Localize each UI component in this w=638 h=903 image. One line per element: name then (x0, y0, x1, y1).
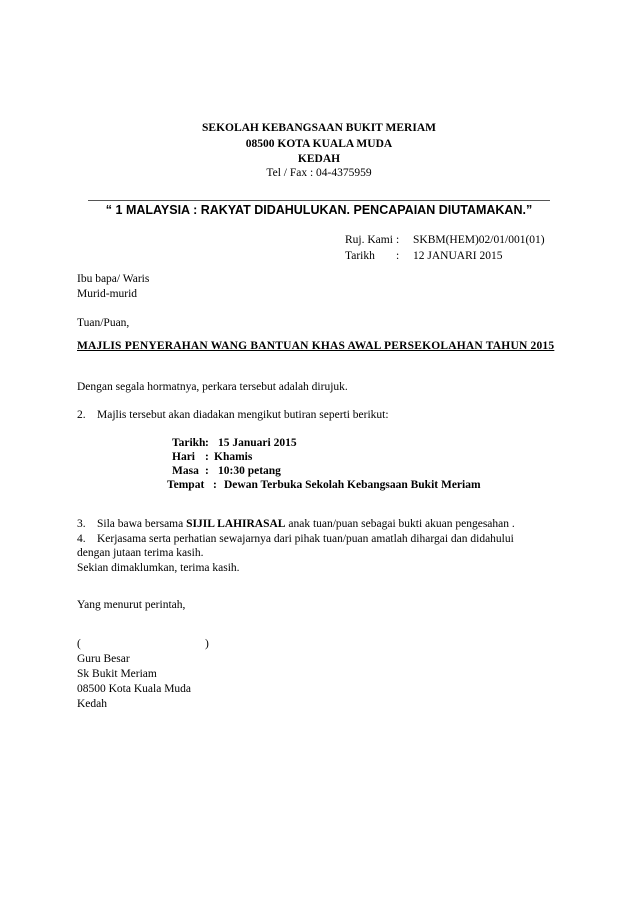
paragraph-3-text-before: Sila bawa bersama (97, 518, 184, 530)
paragraph-4-line-2: dengan jutaan terima kasih. (77, 547, 204, 559)
detail-row-time (172, 464, 281, 478)
date-value: 12 JANUARI 2015 (413, 250, 503, 262)
detail-colon: : (213, 479, 217, 491)
paragraph-3-text-after: anak tuan/puan sebagai bukti akuan pengesahan . (288, 518, 515, 530)
signature-open-bracket: ( (77, 638, 81, 650)
ref-label: Ruj. Kami (345, 234, 393, 246)
school-state: KEDAH (297, 153, 341, 165)
salutation: Tuan/Puan, (77, 317, 130, 329)
signature-close-bracket: ) (205, 638, 209, 650)
detail-value: Dewan Terbuka Sekolah Kebangsaan Bukit Meriam (224, 479, 481, 491)
date-colon: : (396, 250, 400, 262)
paragraph-4-number: 4. (77, 533, 86, 545)
subject-heading: MAJLIS PENYERAHAN WANG BANTUAN KHAS AWAL PERSEKOLAHAN TAHUN 2015 (77, 340, 555, 352)
signatory-school: Sk Bukit Meriam (77, 668, 157, 680)
paragraph-3 (97, 517, 515, 531)
detail-label: Tempat (167, 479, 205, 491)
detail-row-venue (167, 478, 481, 492)
detail-colon: : (205, 451, 209, 463)
school-address: 08500 KOTA KUALA MUDA (245, 138, 393, 150)
paragraph-3-number: 3. (77, 518, 86, 530)
recipient-line-1: Ibu bapa/ Waris (77, 273, 150, 285)
detail-row-day (172, 450, 253, 464)
detail-value: Khamis (214, 451, 253, 463)
detail-label: Masa (172, 465, 199, 477)
signatory-state: Kedah (77, 698, 108, 710)
school-name: SEKOLAH KEBANGSAAN BUKIT MERIAM (202, 122, 436, 134)
birth-certificate-emphasis: SIJIL LAHIRASAL (186, 518, 286, 530)
paragraph-4-line-1: Kerjasama serta perhatian sewajarnya dari pihak tuan/puan amatlah dihargai dan didahului (97, 533, 514, 545)
ref-colon: : (396, 234, 400, 246)
paragraph-2-text: Majlis tersebut akan diadakan mengikut butiran seperti berikut: (97, 409, 389, 421)
paragraph-2-number: 2. (77, 409, 86, 421)
signoff-phrase: Yang menurut perintah, (77, 599, 186, 611)
detail-label: Tarikh (172, 437, 206, 449)
date-label: Tarikh (345, 250, 375, 262)
header-divider (88, 200, 550, 201)
signatory-address: 08500 Kota Kuala Muda (77, 683, 192, 695)
detail-value: 10:30 petang (218, 465, 281, 477)
ref-value: SKBM(HEM)02/01/001(01) (413, 234, 545, 246)
school-contact: Tel / Fax : 04-4375959 (266, 167, 372, 179)
slogan: “ 1 MALAYSIA : RAKYAT DIDAHULUKAN. PENCAPAIAN DIUTAMAKAN.” (105, 203, 533, 217)
opening-paragraph: Dengan segala hormatnya, perkara tersebut adalah dirujuk. (77, 381, 348, 393)
detail-label: Hari (172, 451, 195, 463)
recipient-line-2: Murid-murid (77, 288, 138, 300)
closing-line: Sekian dimaklumkan, terima kasih. (77, 562, 240, 574)
detail-colon: : (205, 465, 209, 477)
detail-colon: : (205, 437, 209, 449)
detail-value: 15 Januari 2015 (218, 437, 297, 449)
signatory-title: Guru Besar (77, 653, 130, 665)
detail-row-date (172, 436, 297, 450)
